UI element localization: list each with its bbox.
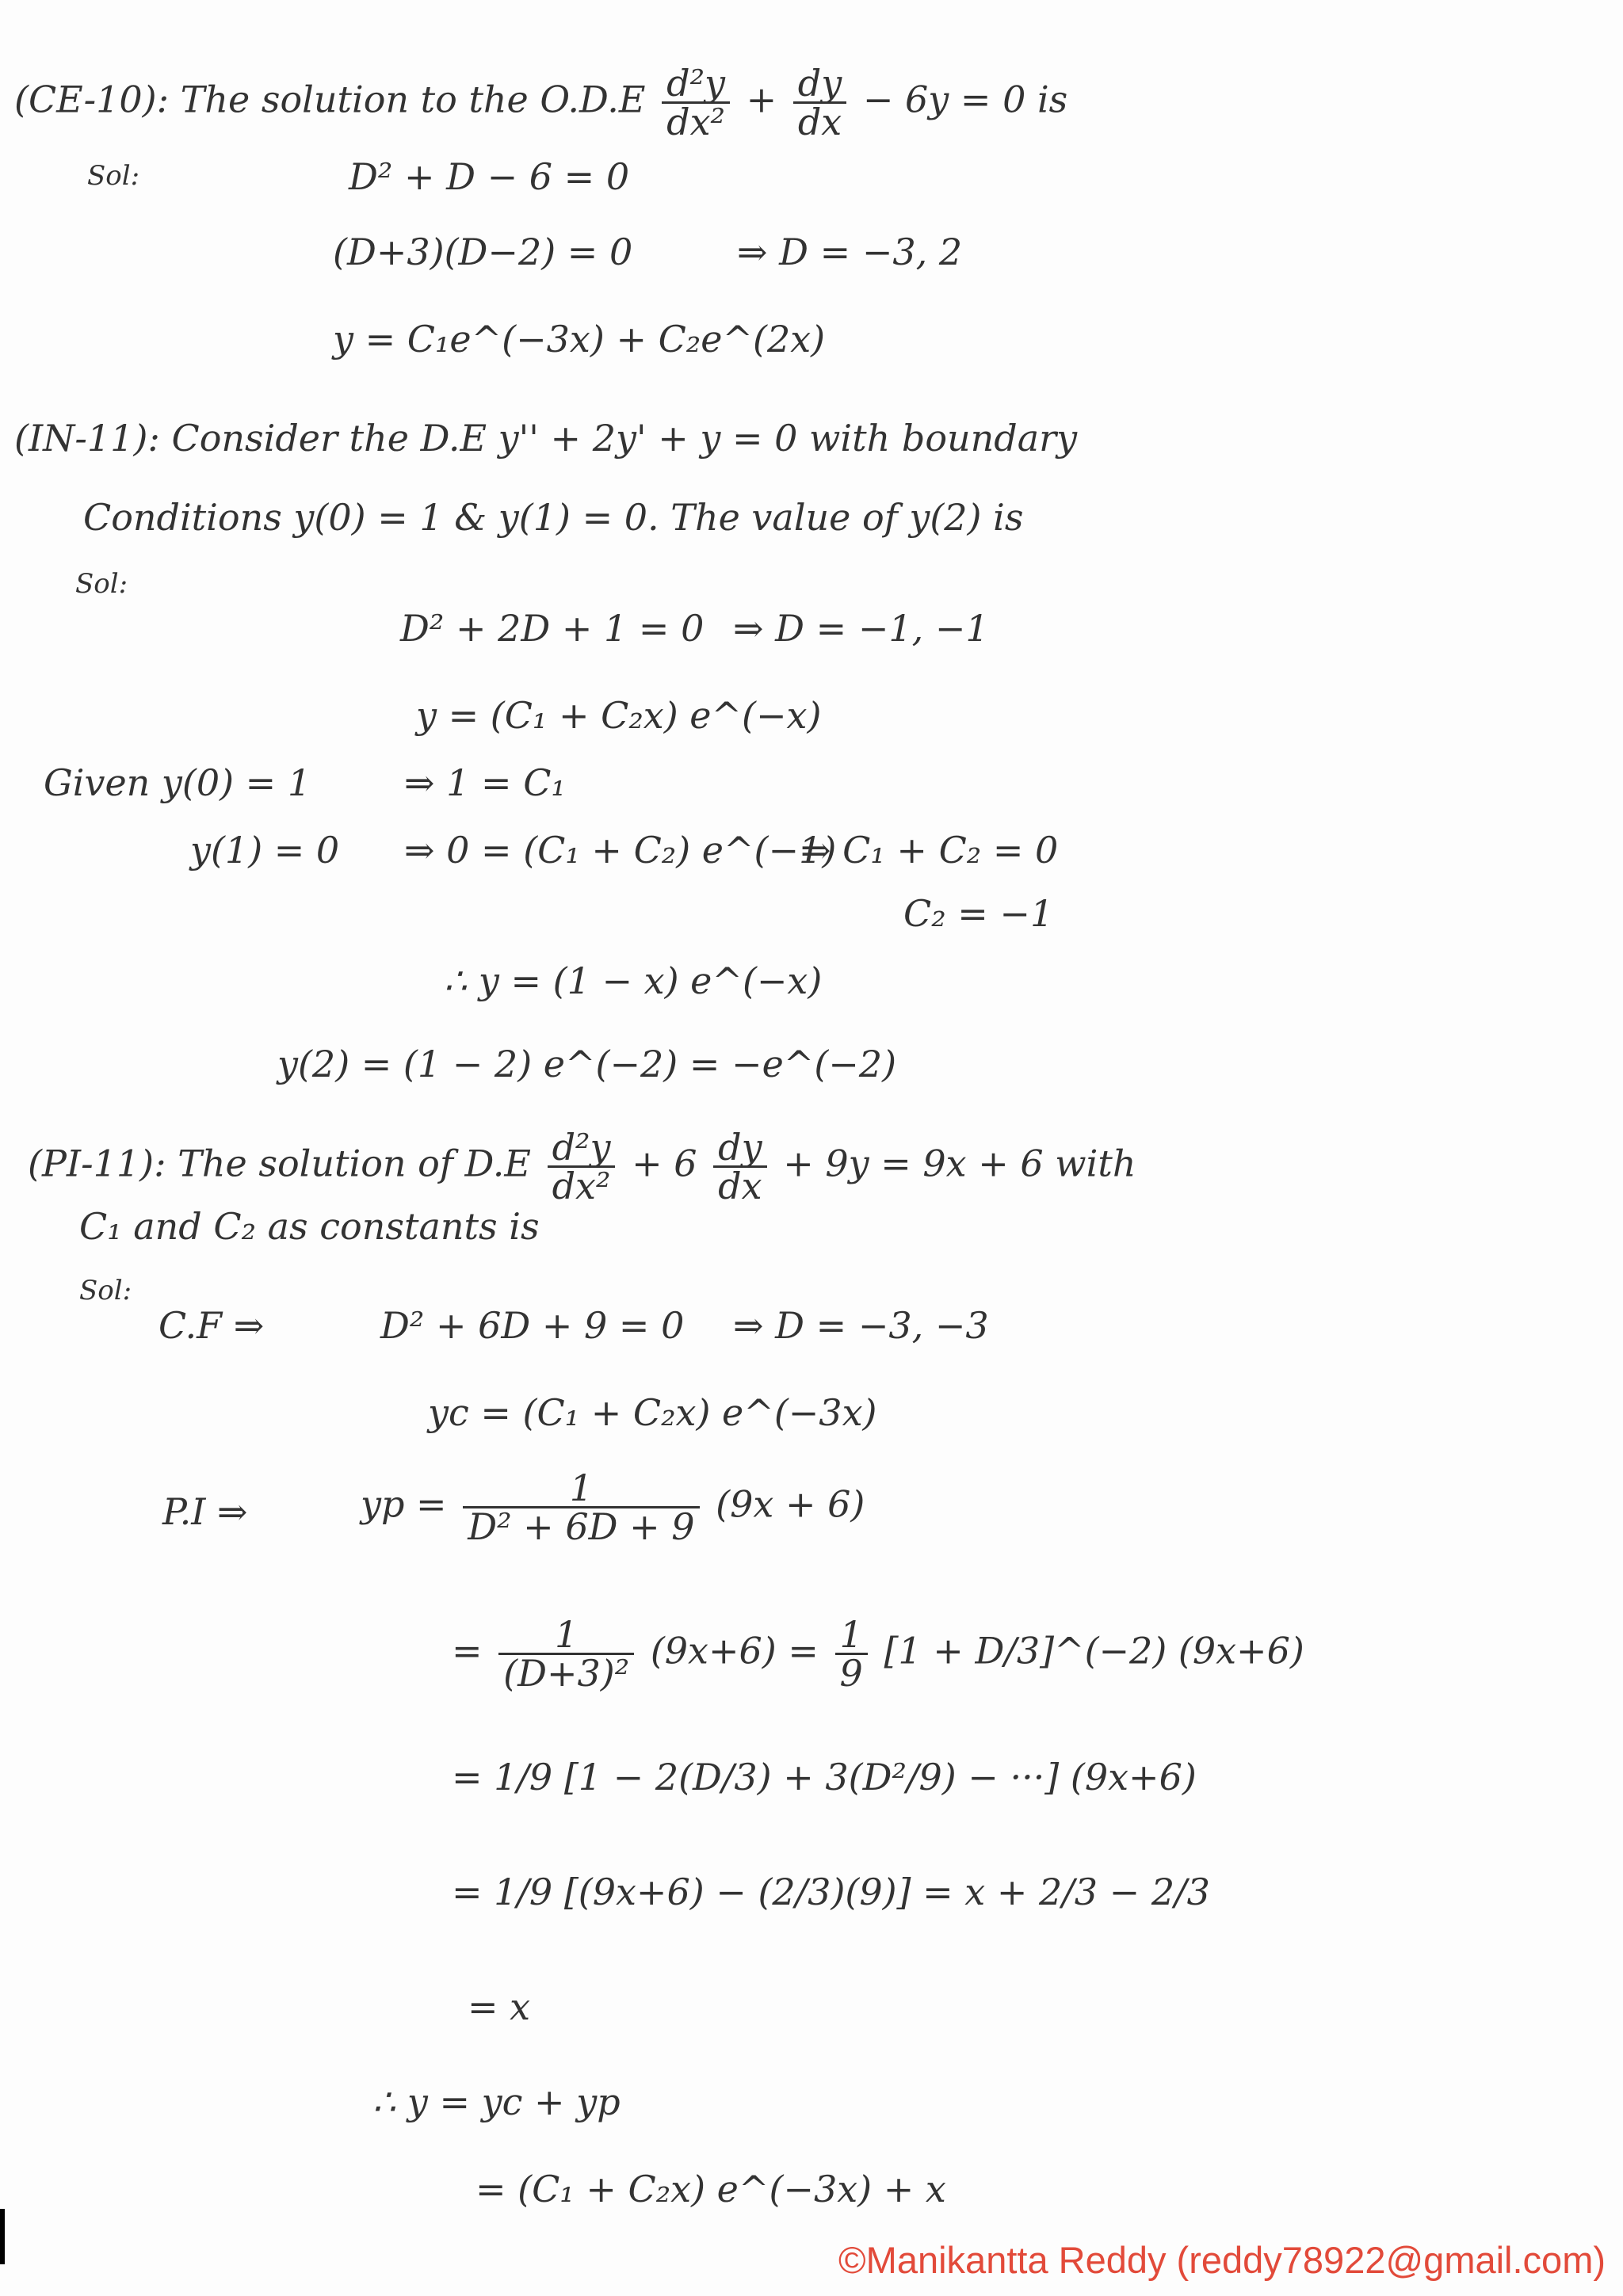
q3-pi-line-5: = x bbox=[468, 1985, 531, 2028]
q2-line-4c: ⇒ C₁ + C₂ = 0 bbox=[800, 829, 1059, 871]
q3-pi-line-1 bbox=[361, 1466, 865, 1548]
q1-line-2: (D+3)(D−2) = 0 bbox=[333, 231, 633, 273]
q1-title-post: − 6y = 0 is bbox=[862, 78, 1068, 121]
q3-pi2-num: 1 bbox=[498, 1616, 634, 1655]
q1-line-1: D² + D − 6 = 0 bbox=[349, 155, 630, 198]
q3-pi2-mid: (9x+6) = bbox=[650, 1629, 819, 1672]
q3-pi2-den2: 9 bbox=[839, 1652, 863, 1695]
q3-frac-dy bbox=[713, 1126, 766, 1207]
q1-frac1-den: dx² bbox=[666, 101, 725, 143]
q2-line-3b: ⇒ 1 = C₁ bbox=[404, 761, 566, 804]
q3-pi2-frac bbox=[498, 1613, 634, 1695]
q3-pi-line-3: = 1/9 [1 − 2(D/3) + 3(D²/9) − ···] (9x+6) bbox=[452, 1756, 1197, 1798]
q2-sol-label: Sol: bbox=[75, 568, 128, 600]
q3-frac1-num: d²y bbox=[548, 1129, 616, 1168]
q3-pi-line-4: = 1/9 [(9x+6) − (2/3)(9)] = x + 2/3 − 2/3 bbox=[452, 1871, 1210, 1913]
q3-final-1: ∴ y = yc + yp bbox=[372, 2081, 621, 2123]
q3-title bbox=[28, 1126, 1136, 1207]
q1-line-3: y = C₁e^(−3x) + C₂e^(2x) bbox=[333, 318, 826, 360]
q1-frac-dy bbox=[793, 62, 846, 143]
q3-frac2-den: dx bbox=[718, 1165, 762, 1207]
q1-title-text: (CE-10): The solution to the O.D.E bbox=[14, 78, 646, 121]
margin-mark bbox=[0, 2209, 5, 2264]
q3-title-post: + 9y = 9x + 6 with bbox=[783, 1142, 1136, 1185]
q1-line-2b: ⇒ D = −3, 2 bbox=[737, 231, 963, 273]
q3-cf-line-1: D² + 6D + 9 = 0 bbox=[380, 1304, 685, 1347]
q3-pi1-lhs: yp = bbox=[361, 1482, 447, 1526]
q1-sol-label: Sol: bbox=[87, 160, 140, 192]
q3-frac1-den: dx² bbox=[552, 1165, 611, 1207]
q3-cf-label: C.F ⇒ bbox=[158, 1304, 265, 1347]
q3-mid: + 6 bbox=[632, 1142, 697, 1185]
q2-line-4a: y(1) = 0 bbox=[190, 829, 340, 871]
q2-line-4b: ⇒ 0 = (C₁ + C₂) e^(−1) bbox=[404, 829, 837, 871]
q2-line-6: ∴ y = (1 − x) e^(−x) bbox=[444, 959, 823, 1002]
q3-pi2-rhs: [1 + D/3]^(−2) (9x+6) bbox=[884, 1629, 1304, 1672]
q3-pi-label: P.I ⇒ bbox=[162, 1490, 248, 1533]
q3-sol-label: Sol: bbox=[79, 1275, 132, 1306]
q2-title-2: Conditions y(0) = 1 & y(1) = 0. The value of y(2) is bbox=[83, 496, 1024, 539]
q3-pi2-frac2 bbox=[835, 1613, 868, 1695]
q1-title bbox=[14, 62, 1068, 143]
q1-frac-d2y bbox=[662, 62, 730, 143]
q3-title-text: (PI-11): The solution of D.E bbox=[28, 1142, 531, 1185]
q1-plus: + bbox=[746, 78, 777, 121]
q3-cf-line-2: yc = (C₁ + C₂x) e^(−3x) bbox=[428, 1391, 877, 1434]
q3-final-2: = (C₁ + C₂x) e^(−3x) + x bbox=[475, 2168, 946, 2210]
q1-frac1-num: d²y bbox=[662, 65, 730, 104]
q3-pi2-den: (D+3)² bbox=[503, 1652, 630, 1695]
q1-frac2-num: dy bbox=[793, 65, 846, 104]
q2-line-1: D² + 2D + 1 = 0 bbox=[400, 607, 705, 650]
q2-line-2: y = (C₁ + C₂x) e^(−x) bbox=[416, 694, 822, 737]
q3-frac2-num: dy bbox=[713, 1129, 766, 1168]
q3-frac-d2y bbox=[548, 1126, 616, 1207]
q1-frac2-den: dx bbox=[797, 101, 842, 143]
q3-pi-line-2: = $\frac{1}{\text{(D+3)²}}$ (9x+6) = $\frac{1}{9}$ [1 + D/3]^(−2) (9x+6) bbox=[452, 1613, 1304, 1695]
q3-pi2-num2: 1 bbox=[835, 1616, 868, 1655]
q3-cf-line-1b: ⇒ D = −3, −3 bbox=[733, 1304, 989, 1347]
q2-line-5: C₂ = −1 bbox=[903, 892, 1054, 935]
q3-pi1-frac bbox=[463, 1466, 699, 1548]
q2-title-1: (IN-11): Consider the D.E y'' + 2y' + y = 0 with boundary bbox=[14, 417, 1078, 460]
q3-title-2: C₁ and C₂ as constants is bbox=[79, 1205, 540, 1248]
copyright-watermark: ©Manikantta Reddy (reddy78922@gmail.com) bbox=[838, 2239, 1606, 2281]
q2-line-7: y(2) = (1 − 2) e^(−2) = −e^(−2) bbox=[277, 1043, 897, 1085]
q3-pi1-num: 1 bbox=[463, 1470, 699, 1508]
q2-line-1b: ⇒ D = −1, −1 bbox=[733, 607, 989, 650]
q2-line-3a: Given y(0) = 1 bbox=[44, 761, 311, 804]
q3-pi1-den: D² + 6D + 9 bbox=[468, 1505, 695, 1548]
q3-pi1-rhs: (9x + 6) bbox=[716, 1482, 865, 1526]
